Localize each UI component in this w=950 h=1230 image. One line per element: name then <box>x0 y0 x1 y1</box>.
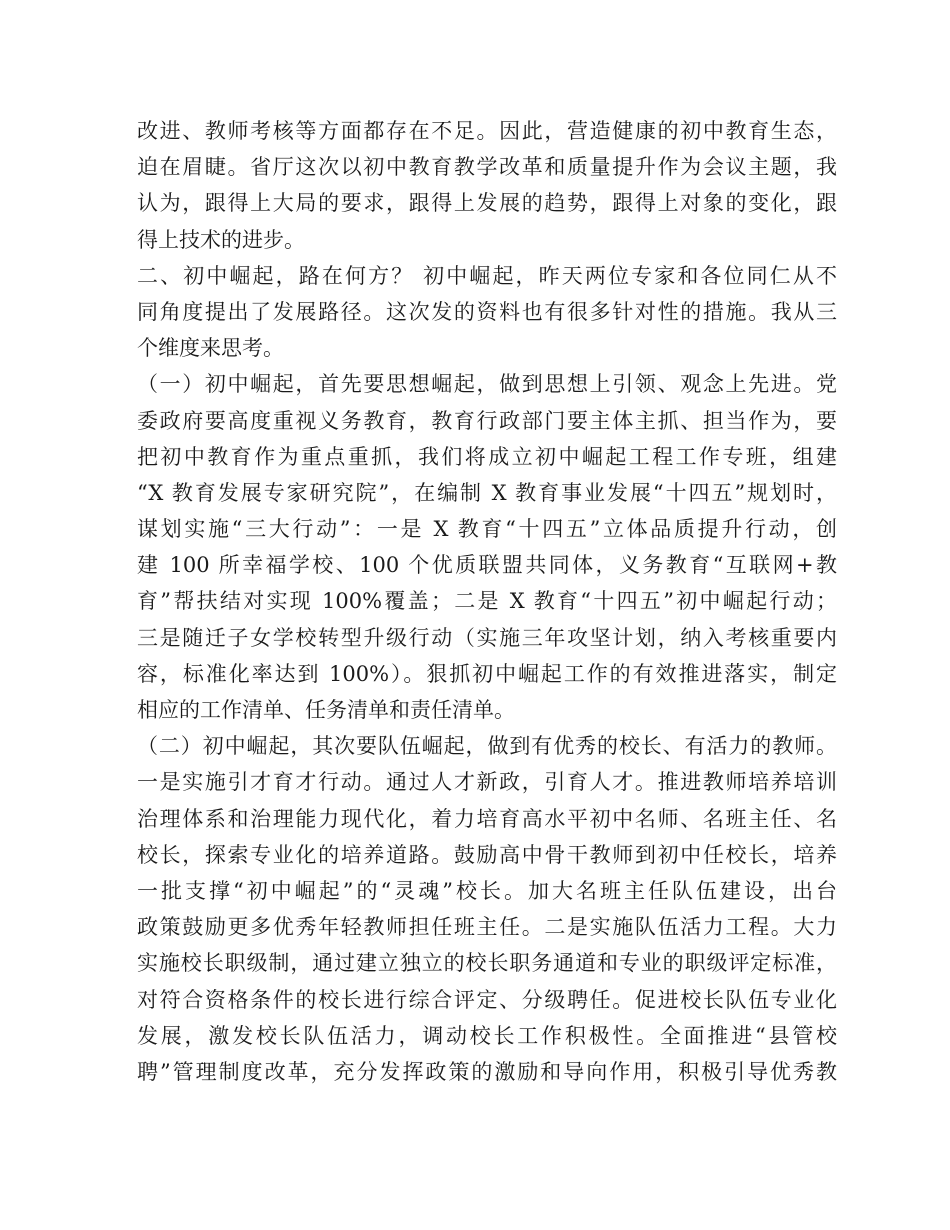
text-line: 一是实施引才育才行动。通过人才新政，引育人才。推进教师培养培训 <box>137 770 837 795</box>
text-line: 迫在眉睫。省厅这次以初中教育教学改革和质量提升作为会议主题，我 <box>137 155 837 180</box>
text-line: 校长，探索专业化的培养道路。鼓励高中骨干教师到初中任校长，培养 <box>137 842 837 867</box>
text-line: 政策鼓励更多优秀年轻教师担任班主任。二是实施队伍活力工程。大力 <box>137 915 837 940</box>
subsection-line: （二）初中崛起，其次要队伍崛起，做到有优秀的校长、有活力的教师。 <box>137 734 837 759</box>
text-line: 把初中教育作为重点重抓，我们将成立初中崛起工程工作专班，组建 <box>137 444 837 469</box>
text-line: 聘”管理制度改革，充分发挥政策的激励和导向作用，积极引导优秀教 <box>137 1059 837 1084</box>
text-line: 容，标准化率达到 100%）。狠抓初中崛起工作的有效推进落实，制定 <box>137 661 837 686</box>
text-line: 同角度提出了发展路径。这次发的资料也有很多针对性的措施。我从三 <box>137 299 837 324</box>
text-line: “X 教育发展专家研究院”，在编制 X 教育事业发展“十四五”规划时， <box>137 480 837 505</box>
text-line: 改进、教师考核等方面都存在不足。因此，营造健康的初中教育生态， <box>137 119 837 143</box>
text-line: 实施校长职级制，通过建立独立的校长职务通道和专业的职级评定标准， <box>137 951 837 976</box>
text-line: 治理体系和治理能力现代化，着力培育高水平初中名师、名班主任、名 <box>137 806 837 831</box>
text-line: 谋划实施“三大行动”：一是 X 教育“十四五”立体品质提升行动，创 <box>137 517 837 542</box>
text-line: 育”帮扶结对实现 100%覆盖；二是 X 教育“十四五”初中崛起行动； <box>137 589 837 614</box>
text-line: 个维度来思考。 <box>137 336 284 361</box>
text-line: 建 100 所幸福学校、100 个优质联盟共同体，义务教育“互联网+教 <box>137 553 837 578</box>
body-text <box>137 113 837 1090</box>
subsection-line: （一）初中崛起，首先要思想崛起，做到思想上引领、观念上先进。党 <box>137 372 837 397</box>
text-line: 委政府要高度重视义务教育，教育行政部门要主体主抓、担当作为，要 <box>137 408 837 433</box>
section-heading-line: 二、初中崛起，路在何方？ 初中崛起，昨天两位专家和各位同仁从不 <box>137 263 837 288</box>
text-line: 一批支撑“初中崛起”的“灵魂”校长。加大名班主任队伍建设，出台 <box>137 878 837 903</box>
text-line: 得上技术的进步。 <box>137 227 305 252</box>
text-line: 相应的工作清单、任务清单和责任清单。 <box>137 698 515 722</box>
text-line: 对符合资格条件的校长进行综合评定、分级聘任。促进校长队伍专业化 <box>137 987 837 1012</box>
text-line: 认为，跟得上大局的要求，跟得上发展的趋势，跟得上对象的变化，跟 <box>137 191 837 216</box>
text-line: 发展，激发校长队伍活力，调动校长工作积极性。全面推进“县管校 <box>137 1023 837 1048</box>
text-line: 三是随迁子女学校转型升级行动（实施三年攻坚计划，纳入考核重要内 <box>137 625 837 650</box>
